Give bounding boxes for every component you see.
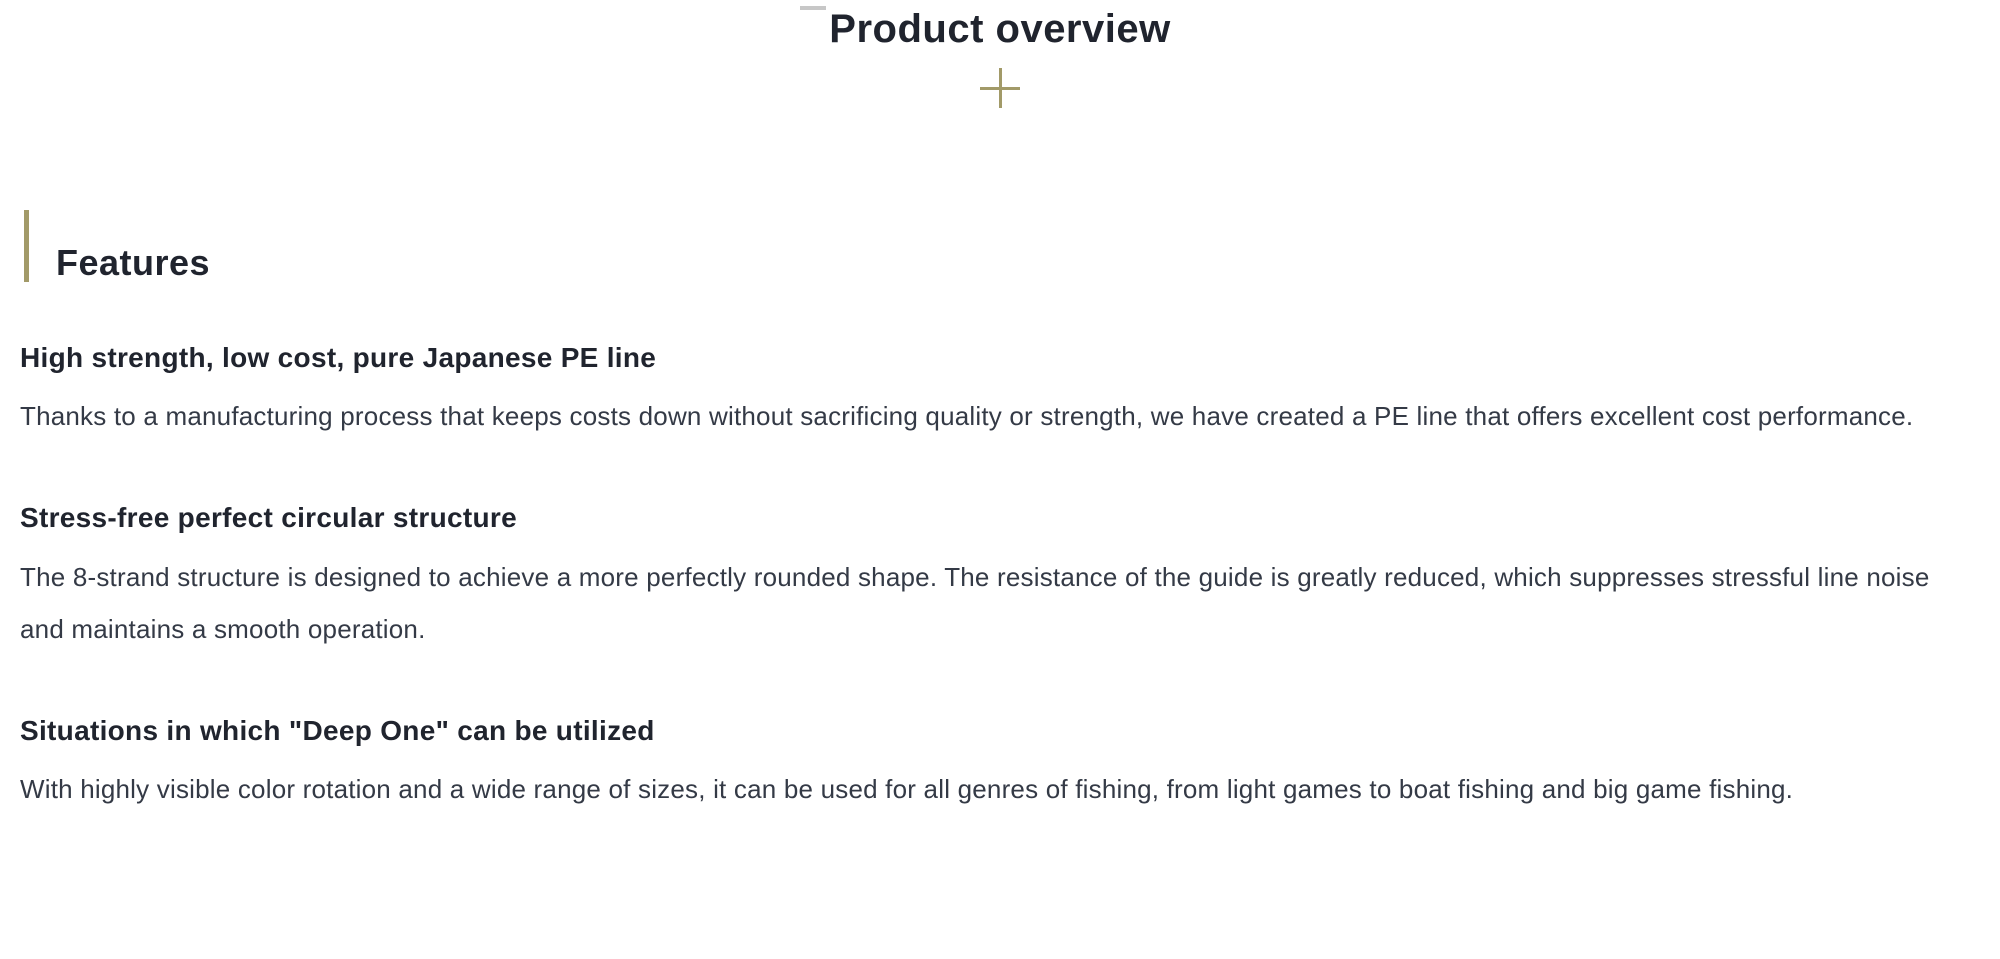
cropped-element-artifact — [800, 6, 826, 10]
features-heading-label: Features — [56, 242, 211, 284]
feature-block-circular-structure — [20, 500, 1980, 654]
feature-body: The 8-strand structure is designed to achieve a more perfectly rounded shape. The resistance of the guide is greatly reduced, which suppresses stressful line noise and maintains a smooth operation. — [20, 561, 1930, 644]
feature-block-high-strength — [20, 340, 1980, 442]
page-title: Product overview — [829, 7, 1171, 51]
features-heading — [24, 210, 2000, 282]
feature-heading: High strength, low cost, pure Japanese PE line — [20, 342, 657, 373]
feature-heading: Stress-free perfect circular structure — [20, 502, 517, 534]
product-overview-section — [0, 6, 2000, 815]
feature-body: Thanks to a manufacturing process that keeps costs down without sacrificing quality or strength, we have created a PE line that offers excellent cost performance. — [20, 401, 1914, 432]
section-toggle-wrap — [0, 68, 2000, 108]
plus-icon[interactable] — [980, 68, 1020, 108]
feature-body: With highly visible color rotation and a wide range of sizes, it can be used for all genres of fishing, from light games to boat fishing and big game fishing. — [20, 774, 1794, 805]
feature-heading: Situations in which "Deep One" can be utilized — [20, 714, 655, 746]
feature-block-situations — [20, 713, 1980, 815]
